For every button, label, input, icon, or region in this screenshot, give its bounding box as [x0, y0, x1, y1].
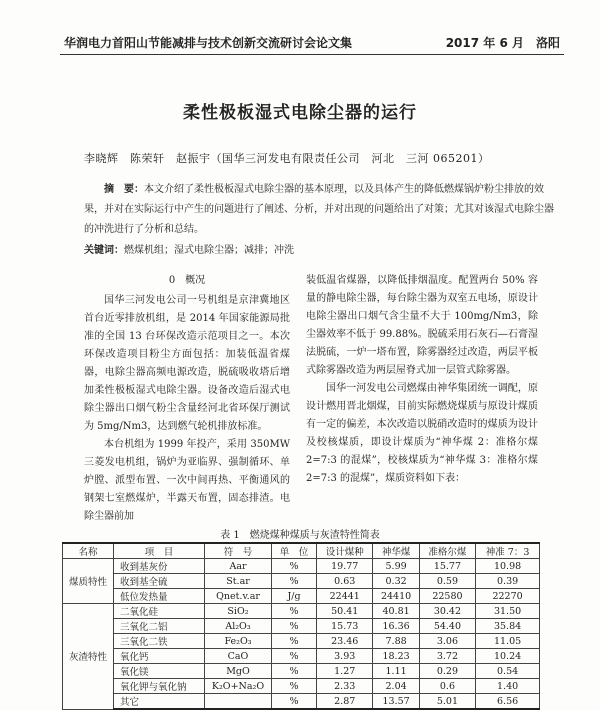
table-cell: 10.24	[476, 649, 540, 664]
abstract	[84, 180, 560, 240]
table-cell: Qnet.v.ar	[205, 589, 272, 604]
table-header-cell: 单 位	[272, 543, 317, 559]
table-cell: MgO	[205, 664, 272, 679]
keywords-label: 关键词：	[84, 245, 124, 256]
table-cell: %	[272, 574, 317, 589]
table-cell: 30.42	[419, 604, 475, 619]
journal-name: 华润电力首阳山节能减排与技术创新交流研讨会论文集	[64, 36, 353, 50]
table-row	[63, 649, 540, 664]
table-cell	[205, 694, 272, 710]
paragraph-4: 国华一河发电公司燃煤由神华集团统一调配，原设计燃用晋北烟煤，目前实际燃烧煤质与原设计煤质有一定的偏差，本次改造以脱硝改造时的煤质为设计及校核煤质，即设计煤质为“神华煤 2：准格尔煤 2=7:3 的混煤”，校核煤质为“神华煤 3：准格尔煤 2=7:3 的混煤”，煤质资料如下表：	[306, 383, 538, 484]
table-cell: 二氧化硅	[114, 604, 205, 619]
table-cell: 氧化钙	[114, 649, 205, 664]
table-row	[63, 634, 540, 649]
paragraph-1: 国华三河发电公司一号机组是京津冀地区首台近零排放机组，是 2014 年国家能源局批准的全国 13 台环保改造示范项目之一。本次环保改造项目粉尘方面包括：加装低温省煤器，电除尘器高频电源改造，脱硫吸收塔后增加柔性极板湿式电除尘器。设备改造后湿式电除尘器出口烟气粉尘含量经河北省环保厅测试为 5mg/Nm3，达到燃气轮机排放标准。	[84, 295, 290, 432]
table-cell: %	[272, 619, 317, 634]
table-cell: 0.54	[476, 664, 540, 679]
table-cell: 3.93	[317, 649, 373, 664]
table-cell: 0.63	[317, 574, 373, 589]
table-cell: 低位发热量	[114, 589, 205, 604]
group-name-cell: 灰渣特性	[63, 604, 114, 710]
table-cell: St.ar	[205, 574, 272, 589]
table-cell: %	[272, 604, 317, 619]
table-cell: J/g	[272, 589, 317, 604]
table-cell: 氧化镁	[114, 664, 205, 679]
table-cell: 5.01	[419, 694, 475, 710]
table-header-row	[63, 543, 540, 559]
table-header-cell: 项 目	[114, 543, 205, 559]
table-cell: 1.27	[317, 664, 373, 679]
table-row	[63, 604, 540, 619]
table-cell: K₂O+Na₂O	[205, 679, 272, 694]
table-cell: 0.32	[373, 574, 419, 589]
table-cell: 1.40	[476, 679, 540, 694]
table-header-cell: 神准 7：3	[476, 543, 540, 559]
header-date: 2017 年 6 月 洛阳	[445, 36, 560, 50]
table-cell: 三氧化二铁	[114, 634, 205, 649]
table-cell: 其它	[114, 694, 205, 710]
table-cell: 50.41	[317, 604, 373, 619]
table-cell: 13.57	[373, 694, 419, 710]
table-cell: 2.33	[317, 679, 373, 694]
table-row	[63, 559, 540, 574]
table-cell: 31.50	[476, 604, 540, 619]
table-cell: 3.72	[419, 649, 475, 664]
table-cell: 15.73	[317, 619, 373, 634]
group-name-cell: 煤质特性	[63, 559, 114, 604]
table-row	[63, 619, 540, 634]
table-cell: 18.23	[373, 649, 419, 664]
table-cell: %	[272, 679, 317, 694]
table-cell: 11.05	[476, 634, 540, 649]
table-cell: 2.87	[317, 694, 373, 710]
table-row	[63, 664, 540, 679]
table-cell: CaO	[205, 649, 272, 664]
table-header-cell: 名称	[63, 543, 114, 559]
table-cell: Al₂O₃	[205, 619, 272, 634]
left-column	[84, 272, 290, 526]
table-cell: 5.99	[373, 559, 419, 574]
table-cell: Aar	[205, 559, 272, 574]
table-cell: 6.56	[476, 694, 540, 710]
table-cell: %	[272, 664, 317, 679]
table-cell: 22441	[317, 589, 373, 604]
table-header-cell: 准格尔煤	[419, 543, 475, 559]
table-cell: %	[272, 649, 317, 664]
authors: 李晓辉 陈荣轩 赵振宇（国华三河发电有限责任公司 河北 三河 065201）	[84, 152, 490, 165]
keywords-text: 燃煤机组；湿式电除尘器；减排；冲洗	[124, 245, 294, 256]
table-cell: 22270	[476, 589, 540, 604]
table-cell: SiO₂	[205, 604, 272, 619]
table-cell: 0.29	[419, 664, 475, 679]
table-cell: 三氧化二铝	[114, 619, 205, 634]
table-cell: 收到基全硫	[114, 574, 205, 589]
table-cell: %	[272, 634, 317, 649]
running-header	[64, 34, 560, 51]
table-cell: 19.77	[317, 559, 373, 574]
table-cell: 23.46	[317, 634, 373, 649]
paragraph-3: 装低温省煤器，以降低排烟温度。配置两台 50% 容量的静电除尘器，每台除尘器为双室五电场，原设计电除尘器出口烟气含尘量不大于 100mg/Nm3，除尘器效率不低于 99.88%。脱硫采用石灰石—石膏湿法脱硫，一炉一塔布置，除雾器经过改造，两层平板式除雾器改造为两层屋脊式加一层管式除雾器。	[306, 275, 538, 376]
table-cell: 1.11	[373, 664, 419, 679]
table-cell: 2.04	[373, 679, 419, 694]
abstract-text: 本文介绍了柔性极板湿式电除尘器的基本原理，以及具体产生的降低燃煤锅炉粉尘排放的效果，并对在实际运行中产生的问题进行了阐述、分析，并对出现的问题给出了对策；尤其对该湿式电除尘器的冲洗进行了分析和总结。	[84, 184, 554, 235]
table-cell: 15.77	[419, 559, 475, 574]
table-caption: 表 1 燃烧煤种煤质与灰渣特性简表	[220, 530, 380, 541]
table-cell: 收到基灰份	[114, 559, 205, 574]
table-cell: 16.36	[373, 619, 419, 634]
table-cell: 40.81	[373, 604, 419, 619]
table-header-cell: 符 号	[205, 543, 272, 559]
abstract-label: 摘 要：	[104, 184, 144, 195]
table-body	[63, 559, 540, 710]
keywords	[84, 241, 560, 261]
table-row	[63, 679, 540, 694]
table-cell: 0.39	[476, 574, 540, 589]
table-cell: 氧化钾与氧化钠	[114, 679, 205, 694]
table-cell: 22580	[419, 589, 475, 604]
table-cell: 10.98	[476, 559, 540, 574]
table-row	[63, 589, 540, 604]
table-header-cell: 神华煤	[373, 543, 419, 559]
paragraph-2: 本台机组为 1999 年投产，采用 350MW 三菱发电机组，锅炉为亚临界、强制循环、单炉膛、派型布置、一次中间再热、平衡通风的钢架七室燃煤炉，半露天布置，固态排渣。电除尘器前加	[84, 439, 290, 522]
table-row	[63, 574, 540, 589]
right-column	[306, 272, 538, 488]
table-cell: %	[272, 694, 317, 710]
table-cell: 54.40	[419, 619, 475, 634]
table-header-cell: 设计煤种	[317, 543, 373, 559]
table-cell: 0.6	[419, 679, 475, 694]
table-row	[63, 694, 540, 710]
table-cell: 0.59	[419, 574, 475, 589]
table-cell: 35.84	[476, 619, 540, 634]
paper-title: 柔性极板湿式电除尘器的运行	[183, 103, 417, 123]
table-cell: Fe₂O₃	[205, 634, 272, 649]
table-cell: 3.06	[419, 634, 475, 649]
table-cell: 24410	[373, 589, 419, 604]
table-cell: %	[272, 559, 317, 574]
table-cell: 7.88	[373, 634, 419, 649]
section-title: 0 概况	[168, 275, 206, 286]
header-rule	[60, 54, 564, 55]
